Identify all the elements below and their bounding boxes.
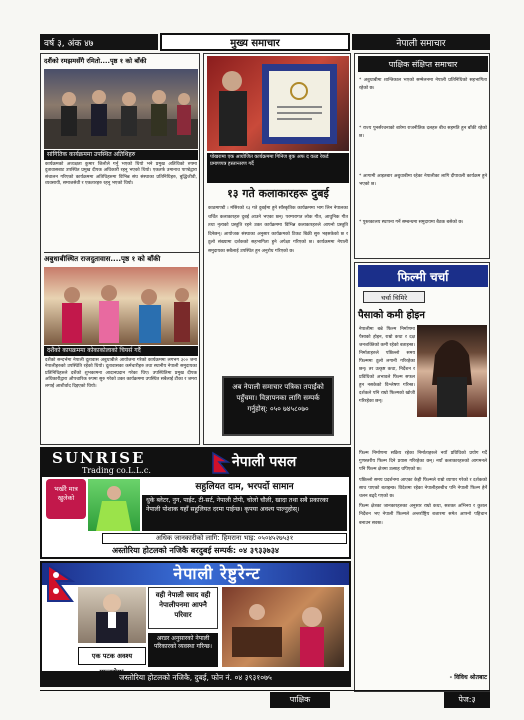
actress-photo bbox=[417, 325, 487, 417]
nepal-flag-icon bbox=[212, 452, 230, 474]
sunrise-footer: अस्तोरिया होटलको नजिकै बरदुबई सम्पर्क: ०४ ३९३३७३४ bbox=[111, 546, 280, 555]
film-headline: पैसाको कमी होइन bbox=[358, 310, 425, 321]
page-number: पेज:३ bbox=[444, 692, 490, 708]
issue-header: वर्ष ३, अंक ४७ bbox=[40, 34, 158, 50]
story1-headline: दशैंको रमझमसँगै रमितो....पृष्ठ १ को बाँकी bbox=[44, 57, 147, 65]
sunrise-sub: Trading co.L.L.c. bbox=[82, 466, 151, 475]
story3-caption: पोखरामा एक आयोजित कार्यक्रममा गिनिज बुक अफ द वल्र्ड रेकर्ड प्रमाणपत्र हस्तान्तरण गर्दै bbox=[207, 153, 349, 183]
sunrise-model-photo bbox=[88, 479, 140, 531]
section-title-right: नेपाली समाचार bbox=[352, 34, 490, 50]
sunrise-nepali: नेपाली पसल bbox=[232, 454, 297, 470]
sunrise-contact: अधिक जानकारीको लागि: हिमराना भाइ: ०५०४५२७५३१ bbox=[102, 533, 347, 544]
film-body-continued: फिल्म निर्माणमा सक्रिय रहेका निर्माताहरुले नयाँ प्रविधिको प्रयोग गर्दै गुणस्तरीय फिल्म दिने प्रयास गरिरहेका छन्। नयाँ कलाकारहरुको आगमनले पनि फिल्म क्षेत्रमा उत्साह थपिएको छ। पछिल्लो समय प्रदर्शनमा आएका केही फिल्मले राम्रो व्यापार गरेको र दर्शकको साथ पाएको बताइन्छ। विदेशमा रहेका नेपालीहरुबीच पनि नेपाली फिल्म हेर्ने चलन बढ्दै गएको छ। फिल्म क्षेत्रका जानकारहरुका अनुसार राम्रो कथा, सशक्त अभिनय र कुशल निर्देशन भए नेपाली फिल्मले अन्तर्राष्ट्रिय बजारमा समेत आफ्नो पहिचान बनाउन सक्छ। bbox=[359, 451, 487, 526]
section-title-main: मुख्य समाचार bbox=[160, 33, 350, 51]
story1-caption: सांगितिक कार्यक्रममा उपस्थित अतिथिहरु bbox=[44, 150, 198, 160]
brief-box-title: पाक्षिक संक्षिप्त समाचार bbox=[358, 56, 488, 72]
restaurant-footer: जस्तोरिया होटलको नजिकै, दुबई, फोन नं. ०४ ३९३१०७५ bbox=[42, 671, 349, 685]
story3-headline: १३ गते कलाकारहरू दुबई bbox=[227, 187, 329, 200]
story1-photo-figures bbox=[44, 69, 198, 149]
brief-item-3: * आगामी आइतबार अबुधाबीमा रहेका नेपालीका लागि दीपावली कार्यक्रम हुने भएको छ। bbox=[359, 174, 487, 187]
story2-photo-figures bbox=[44, 267, 198, 345]
film-body: नेपालीमा बन्ने फिल्म निर्माणमा पैसाको होइन, राम्रो कथा र दक्ष जनशक्तिको कमी रहेको बताइन्छ। निर्माताहरुले पछिल्लो समय फिल्ममा ठूलो लगानी गरिरहेका छन्। तर उत्कृष्ट कथा, निर्देशन र प्रविधिको अभावले फिल्म सफल हुन नसकेको विश्लेषण गरिन्छ। दर्शकले पनि राम्रो फिल्मको खोजी गरिरहेका छन्। bbox=[359, 327, 415, 404]
sunrise-items: धुके ब्लेटर, नुन, पाईट, टी-सर्ट, नेपाली टोपी, चोलो चौली, खादा तथा सबै प्रकारका नेपाली पोशाक यहाँ सहुलियत दरमा पाईन्छ। कृपया अवश्य पाल्नुहोस्। bbox=[142, 495, 347, 531]
restaurant-chef-photo bbox=[78, 587, 146, 643]
story3-body: काठमाण्डौ । मंसिरको १३ गते दुबईमा हुने साँस्कृतिक कार्यक्रममा भाग लिन नेपालका चर्चित कलाकारहरु दुबई आउने भएका छन्। परम्परागत लोक गीत, आधुनिक गीत तथा नृत्यको प्रस्तुति रहने उक्त कार्यक्रममा विभिन्न कलाकारहरुले आफ्नो प्रस्तुति दिनेछन्। आयोजक संस्थाका अनुसार कार्यक्रमको टिकट बिक्री सुरु भइसकेको छ र ठूलो संख्यामा दर्शकको सहभागिता हुने अपेक्षा गरिएको छ। कार्यक्रममा नेपाली समुदायका सबैलाई उपस्थित हुन अनुरोध गरिएको छ। bbox=[208, 206, 348, 254]
story2-body: दशैंको सन्दर्भमा नेपाली दूतावास अबुधाबीले आयोजना गरेको कार्यक्रममा लगभग ३०० जना नेपालीहरुको उपस्थिति रहेको थियो। दूतावासका कर्मचारीहरु तथा स्थानीय नेपाली समुदायका प्रतिनिधिहरुले दशैंको शुभकामना आदानप्रदान गरेका थिए। उपस्थितिमा प्रमुख दीपक अधिकारीद्वारा औपचारिक रुपमा सुरु गरेको उक्त कार्यक्रममा उपस्थित सबैलाई टीका र जमरा लगाई आशीर्वाद दिइएको थियो। bbox=[45, 358, 197, 389]
footer-rule bbox=[40, 690, 490, 691]
restaurant-name: नेपाली रेष्टुरेन्ट bbox=[173, 564, 261, 583]
film-tag: चर्चा चिमिरे bbox=[363, 291, 425, 303]
sunrise-ad bbox=[40, 447, 351, 559]
column-right bbox=[354, 53, 490, 259]
restaurant-cta: एक पटक अवश्य bbox=[78, 647, 146, 665]
film-title: फिल्मी चर्चा bbox=[358, 265, 488, 287]
actress-silhouette bbox=[417, 325, 487, 417]
film-section bbox=[354, 262, 490, 692]
story2-headline: अबुधाबीस्थित राजदुतावास....पृष्ठ १ को बाँकी bbox=[44, 252, 199, 266]
story2-photo bbox=[44, 267, 198, 345]
story1-body: कार्यक्रमको अध्यक्षता कुमार जिलौले गर्नु भएको थियो भने प्रमुख अतिथिको रुपमा दुतावासबाट उपस्थित प्रमुख दीपक अधिकारी रहनु भएको थियो। एकतर्फ उमानाथ पाण्डेद्वारा संचालन गरिएको कार्यक्रममा अतिथिहरुमा विभिन्न संघ संस्थाका प्रतिनिधिहरु, बुद्धिजीवी, व्यवसायी, समाजसेवी र एकतारहरु रहनु भएको थियो। bbox=[45, 162, 197, 187]
sunrise-tagline: सहुलियत दाम, भरपर्दो सामान bbox=[195, 482, 294, 492]
subscription-ad-box: अब नेपाली समाचार पत्रिका तपाईंको पहुँचमा। विज्ञापनका लागि सम्पर्क गर्नुहोस्: ०५० ७४५८०७० bbox=[222, 376, 334, 436]
restaurant-tagline-2: अरडर अनुसारको नेपाली परिकारको व्यवस्था गरिन्छ। bbox=[148, 633, 218, 667]
story2-caption: दशैंको कायक्रममा कोकाकोलाको चियर्स गर्दै bbox=[44, 346, 198, 356]
restaurant-interior-photo bbox=[222, 587, 344, 667]
column-left bbox=[40, 53, 200, 445]
brief-item-1: * अबुधाबीमा शान्तिकाल भएको सम्मेलनमा नेपाली प्रतिनिधिको सहभागिता रहेको छ। bbox=[359, 78, 487, 91]
brief-item-2: * राज्य पुनर्संरचनाको बारेमा राजनीतिक दलहरु बीच सहमति हुन बाँकी रहेको छ। bbox=[359, 126, 487, 139]
certificate-illustration bbox=[207, 56, 349, 151]
story1-photo bbox=[44, 69, 198, 149]
film-source: - विविध श्रोतबाट bbox=[449, 674, 487, 681]
sunrise-brand: SUNRISE bbox=[52, 449, 146, 467]
brief-item-4: * पुस्तकालय स्थापना गर्ने सम्बन्धमा समुदायमा बैठक बसेको छ। bbox=[359, 220, 464, 225]
column-middle bbox=[203, 53, 351, 445]
footer-center: पाक्षिक bbox=[270, 692, 330, 708]
nepal-flag-large-icon bbox=[46, 563, 74, 603]
restaurant-tagline-1: वही नेपाली स्वाद वही नेपालीपनमा आफ्नै परिवार bbox=[148, 587, 218, 629]
sunrise-badge: भर्खरै मात्र खुलेको bbox=[46, 479, 86, 519]
story3-photo bbox=[207, 56, 349, 151]
restaurant-ad bbox=[40, 561, 351, 687]
